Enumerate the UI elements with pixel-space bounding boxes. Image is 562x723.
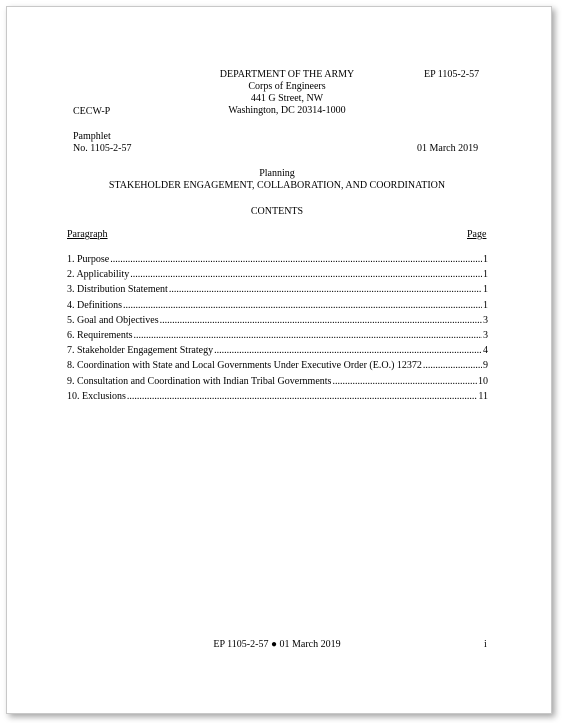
dot-leader [423, 358, 482, 373]
toc-entry-page: 10 [478, 375, 488, 387]
toc-entry-label: 2. Applicability [67, 269, 130, 281]
contents-heading: CONTENTS [250, 206, 304, 217]
toc-entry[interactable] [67, 328, 488, 343]
toc-entry[interactable] [67, 282, 488, 297]
pamphlet-number: No. 1105-2-57 [73, 143, 132, 154]
toc-entry-page: 9 [483, 360, 488, 372]
pamphlet-label: Pamphlet [73, 131, 111, 142]
toc-entry-page: 3 [483, 314, 488, 326]
toc-entry-label: 1. Purpose [67, 254, 110, 265]
dot-leader [127, 389, 477, 404]
toc-entry-page: 3 [483, 329, 488, 341]
toc-entry-page: 1 [483, 269, 488, 281]
dot-leader [130, 267, 482, 282]
agency-street: 441 G Street, NW [250, 93, 324, 104]
toc-entry[interactable] [67, 313, 488, 328]
toc-entry-label: 5. Goal and Objectives [67, 314, 159, 326]
toc-entry-label: 8. Coordination with State and Local Governments Under Executive Order (E.O.) 12372 [67, 360, 422, 372]
toc-entry[interactable] [67, 267, 488, 282]
footer-text: EP 1105-2-57 ● 01 March 2019 [213, 639, 341, 650]
document-page [6, 6, 552, 714]
dot-leader [214, 343, 482, 358]
toc-entry[interactable] [67, 358, 488, 373]
page-number: i [484, 639, 487, 650]
toc-entry-label: 3. Distribution Statement [67, 284, 168, 296]
toc-entry-page: 11 [478, 390, 488, 402]
agency-name: DEPARTMENT OF THE ARMY [219, 69, 355, 80]
toc-entry-page: 4 [483, 345, 488, 357]
toc-entry[interactable] [67, 389, 488, 404]
document-id: EP 1105-2-57 [424, 69, 480, 80]
dot-leader [160, 313, 482, 328]
dot-leader [134, 328, 482, 343]
toc-entry-label: 6. Requirements [67, 329, 133, 341]
toc-entry-label: 7. Stakeholder Engagement Strategy [67, 345, 214, 357]
toc-entry[interactable] [67, 374, 488, 389]
toc-entry-label: 9. Consultation and Coordination with Indian Tribal Governments [67, 375, 332, 387]
agency-header [177, 69, 397, 117]
toc-entry-label: 4. Definitions [67, 299, 122, 311]
dot-leader [332, 374, 477, 389]
toc-entry-page: 1 [483, 284, 488, 296]
document-title: STAKEHOLDER ENGAGEMENT, COLLABORATION, AND COORDINATION [108, 180, 446, 191]
toc-entry[interactable] [67, 252, 488, 267]
toc-entry[interactable] [67, 343, 488, 358]
agency-subname: Corps of Engineers [248, 81, 326, 92]
table-of-contents [67, 252, 488, 404]
page-column-header: Page [467, 229, 487, 240]
dot-leader [110, 252, 482, 267]
toc-entry-label: 10. Exclusions [67, 390, 126, 402]
dot-leader [123, 298, 482, 313]
office-code: CECW-P [73, 106, 111, 117]
paragraph-column-header: Paragraph [67, 229, 108, 240]
toc-entry-page: 1 [483, 299, 488, 311]
toc-entry-page: 1 [483, 254, 488, 265]
agency-city: Washington, DC 20314-1000 [228, 105, 346, 116]
subject: Planning [259, 168, 295, 179]
document-date: 01 March 2019 [417, 143, 479, 154]
dot-leader [169, 282, 482, 297]
toc-entry[interactable] [67, 298, 488, 313]
